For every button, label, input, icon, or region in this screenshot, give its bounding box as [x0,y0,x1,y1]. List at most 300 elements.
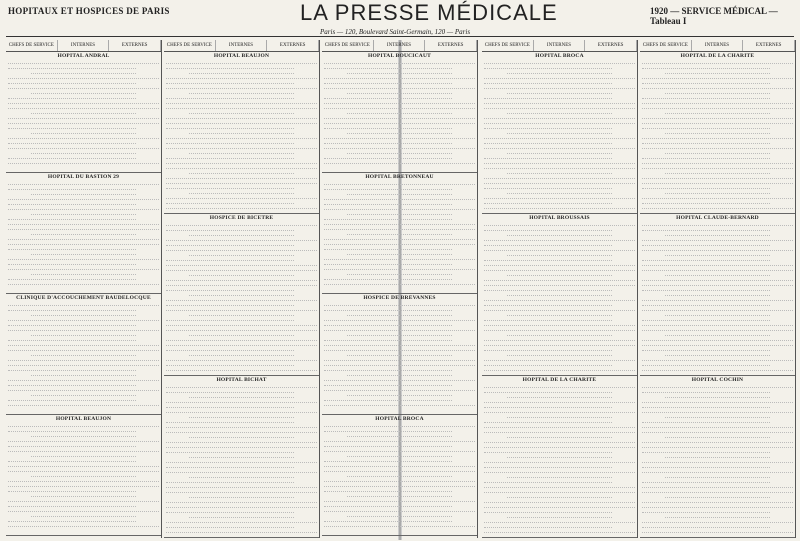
text-line [484,75,635,79]
text-line [8,317,159,321]
text-line [507,454,613,458]
text-line [8,100,159,104]
text-line [166,165,317,169]
text-line [31,110,137,114]
text-line [31,150,137,154]
text-line [324,322,452,326]
text-line [166,469,317,473]
text-line [324,503,452,507]
text-line [324,60,475,64]
text-line [324,423,475,427]
text-line [166,449,294,453]
text-line [324,206,475,210]
text-line [166,247,317,251]
text-line [8,337,136,341]
text-line [31,332,137,336]
text-line [642,85,793,89]
text-line [31,191,137,195]
text-line [642,242,770,246]
text-line [642,227,770,231]
text-line [642,80,770,84]
column-heading-cell: CHEFS DE SERVICE [482,40,534,51]
text-line [642,524,770,528]
hospital-block [164,214,319,376]
text-line [642,322,793,326]
text-line [642,444,793,448]
text-line [324,155,452,159]
text-line [484,367,635,371]
text-line [484,85,635,89]
text-line [507,190,613,194]
text-line [166,125,294,129]
text-line [8,357,159,361]
text-line [324,140,452,144]
text-line [642,484,793,488]
text-line [166,479,294,483]
text-line [665,150,771,154]
text-line [484,237,635,241]
text-line [484,384,635,388]
hospital-block [322,415,477,536]
text-line [642,115,793,119]
text-line [189,272,295,276]
text-line [484,185,612,189]
text-line [484,105,635,109]
text-line [642,100,793,104]
text-line [642,479,770,483]
text-line [642,282,793,286]
text-line [324,387,475,391]
text-line [484,277,635,281]
text-line [665,494,771,498]
text-line [642,75,793,79]
text-line [8,503,136,507]
text-line [166,519,317,523]
text-line [31,211,137,215]
hospital-name: HOPITAL BRETONNEAU [365,174,434,180]
text-line [324,367,452,371]
text-line [8,65,136,69]
text-line [166,342,317,346]
text-line [324,357,475,361]
text-line [166,337,317,341]
text-line [642,160,793,164]
text-line [166,409,317,413]
text-line [642,342,793,346]
text-line [8,246,136,250]
text-line [8,281,159,285]
text-line [642,409,793,413]
text-line [8,438,159,442]
text-line [166,237,317,241]
text-line [31,271,137,275]
text-line [8,196,159,200]
text-line [484,175,635,179]
hospital-name: HOPITAL ANDRAL [57,53,110,59]
text-line [507,434,613,438]
text-line [484,247,635,251]
hospital-name: HOPITAL BROUSSAIS [529,215,590,221]
text-line [8,498,159,502]
text-line [324,377,475,381]
text-line [484,125,612,129]
text-line [166,529,317,533]
text-line [324,115,475,119]
hospital-block [6,52,161,173]
text-line [8,95,136,99]
text-line [166,257,294,261]
text-line [484,195,635,199]
text-line [8,307,136,311]
text-line [324,347,475,351]
text-line [166,444,317,448]
text-line [665,352,771,356]
text-line [324,508,475,512]
text-line [8,135,159,139]
text-line [642,399,793,403]
text-line [642,95,770,99]
text-line [166,242,294,246]
hospital-name: HOPITAL BROCA [375,416,424,422]
text-line [642,404,770,408]
text-line [642,367,793,371]
text-line [642,175,793,179]
column-heading-cell: EXTERNES [267,40,319,51]
text-line [642,185,770,189]
hospital-block [164,376,319,538]
text-line [166,175,317,179]
text-line [484,222,635,226]
text-line [507,170,613,174]
text-line [484,205,635,209]
column [6,40,162,538]
text-line [8,276,136,280]
text-line [642,155,770,159]
text-line [507,292,613,296]
text-line [166,105,317,109]
text-line [189,190,295,194]
text-line [642,529,793,533]
text-line [484,429,635,433]
text-line [31,130,137,134]
text-line [166,85,317,89]
text-line [665,70,771,74]
text-line [347,231,453,235]
column-heading-cell: INTERNES [216,40,268,51]
text-line [642,519,793,523]
text-line [189,312,295,316]
text-line [189,494,295,498]
text-line [324,236,475,240]
text-line [484,155,612,159]
text-line [8,443,136,447]
text-line [324,458,452,462]
text-line [642,489,793,493]
hospital-name: HOPITAL BOUCICAUT [367,53,432,59]
text-line [642,125,770,129]
hospital-block [640,52,795,214]
text-line [484,282,635,286]
text-line [484,499,635,503]
text-line [8,80,136,84]
text-line [8,327,159,331]
text-line [642,307,793,311]
text-line [642,337,793,341]
text-line [324,135,475,139]
text-line [324,463,475,467]
text-line [8,266,159,270]
text-line [665,190,771,194]
text-line [189,110,295,114]
text-line [665,394,771,398]
text-line [8,115,159,119]
text-line [31,493,137,497]
text-line [31,473,137,477]
text-line [347,332,453,336]
text-line [484,524,612,528]
hospital-block [482,214,637,376]
text-line [8,518,136,522]
text-line [166,459,317,463]
text-line [8,181,159,185]
text-line [189,170,295,174]
text-line [31,70,137,74]
text-line [507,394,613,398]
text-line [166,509,294,513]
text-line [642,65,770,69]
text-line [8,397,136,401]
text-line [324,105,475,109]
column-heading-cell: INTERNES [58,40,110,51]
text-line [347,493,453,497]
text-line [484,227,612,231]
hospital-block [482,52,637,214]
text-line [8,478,159,482]
text-line [484,509,612,513]
text-line [324,342,475,346]
column-heading [640,40,795,52]
text-line [8,523,159,527]
text-line [665,90,771,94]
text-line [507,232,613,236]
text-line [507,514,613,518]
column-heading-cell: EXTERNES [109,40,161,51]
text-line [484,140,612,144]
text-line [484,120,635,124]
text-line [507,352,613,356]
text-line [347,191,453,195]
hospital-block [6,173,161,294]
header-right: 1920 — SERVICE MÉDICAL — Tableau I [650,6,778,26]
text-line [484,424,635,428]
text-line [665,312,771,316]
hospital-block [640,214,795,376]
text-line [324,85,475,89]
text-line [166,399,317,403]
text-line [166,357,317,361]
text-line [8,226,159,230]
text-line [166,140,294,144]
text-line [507,474,613,478]
text-line [642,140,770,144]
masthead-title: LA PRESSE MÉDICALE [300,0,558,25]
text-line [347,372,453,376]
text-line [642,287,770,291]
text-line [324,266,475,270]
text-line [642,357,793,361]
text-line [347,110,453,114]
text-line [642,419,770,423]
column-heading [6,40,161,52]
text-line [484,459,635,463]
text-line [484,165,635,169]
text-line [8,508,159,512]
column-heading [164,40,319,52]
text-line [347,70,453,74]
text-line [642,464,770,468]
text-line [642,195,793,199]
text-line [347,473,453,477]
text-line [642,257,770,261]
hospital-name: HOSPICE DE BICETRE [209,215,274,221]
column-heading-cell: INTERNES [692,40,744,51]
text-line [189,150,295,154]
text-line [324,75,475,79]
column [164,40,320,538]
text-line [324,428,452,432]
text-line [189,130,295,134]
text-line [31,312,137,316]
hospital-name: HOPITAL BICHAT [216,377,267,383]
text-line [665,514,771,518]
text-line [189,90,295,94]
text-line [347,211,453,215]
text-line [347,271,453,275]
text-line [324,125,452,129]
text-line [642,277,793,281]
text-line [166,267,317,271]
text-line [642,499,793,503]
text-line [166,419,294,423]
text-line [166,287,294,291]
text-line [484,479,612,483]
text-line [642,302,770,306]
text-line [8,458,136,462]
text-line [484,529,635,533]
text-line [166,439,317,443]
text-line [484,115,635,119]
text-line [324,256,475,260]
text-line [642,237,793,241]
text-line [324,327,475,331]
text-line [484,444,635,448]
text-line [8,402,159,406]
text-line [484,347,612,351]
text-line [166,504,317,508]
text-line [324,196,475,200]
text-line [665,454,771,458]
text-line [8,201,136,205]
text-line [8,160,159,164]
text-line [484,504,635,508]
column-heading-cell: CHEFS DE SERVICE [640,40,692,51]
text-line [166,389,294,393]
text-line [324,307,452,311]
hospital-block [164,52,319,214]
text-line [347,453,453,457]
text-line [8,60,159,64]
hospital-block [6,294,161,415]
text-line [324,145,475,149]
text-line [166,367,317,371]
text-line [324,518,452,522]
text-line [8,155,136,159]
text-line [324,216,452,220]
text-line [8,302,159,306]
text-line [166,297,317,301]
column-heading [482,40,637,52]
column [482,40,638,538]
hospital-name: HOPITAL BROCA [535,53,584,59]
hospital-name: HOPITAL BEAUJON [213,53,270,59]
text-line [324,276,452,280]
column-heading-cell: EXTERNES [425,40,477,51]
text-line [642,317,770,321]
text-line [166,499,317,503]
text-line [8,322,136,326]
text-line [484,409,635,413]
text-line [484,464,612,468]
column-heading [322,40,477,52]
hospital-block [322,294,477,415]
text-line [642,509,770,513]
text-line [642,135,793,139]
text-line [166,95,294,99]
text-line [484,484,635,488]
text-line [166,180,317,184]
text-line [484,404,612,408]
text-line [642,504,793,508]
text-line [166,277,317,281]
text-line [347,312,453,316]
column [640,40,796,538]
text-line [484,95,612,99]
text-line [189,394,295,398]
text-line [484,297,635,301]
text-line [324,317,475,321]
column-heading-cell: CHEFS DE SERVICE [322,40,374,51]
text-line [484,469,635,473]
text-line [8,377,159,381]
text-line [642,347,770,351]
text-line [484,342,635,346]
text-line [166,135,317,139]
text-line [642,105,793,109]
text-line [642,424,793,428]
text-line [166,464,294,468]
text-line [507,130,613,134]
text-line [166,205,317,209]
text-line [8,342,159,346]
text-line [166,327,317,331]
text-line [166,524,294,528]
text-line [324,65,452,69]
text-line [166,262,317,266]
text-line [324,478,475,482]
text-line [484,180,635,184]
column-heading-cell: EXTERNES [743,40,795,51]
hospital-name: HOPITAL DE LA CHARITÉ [680,53,755,59]
